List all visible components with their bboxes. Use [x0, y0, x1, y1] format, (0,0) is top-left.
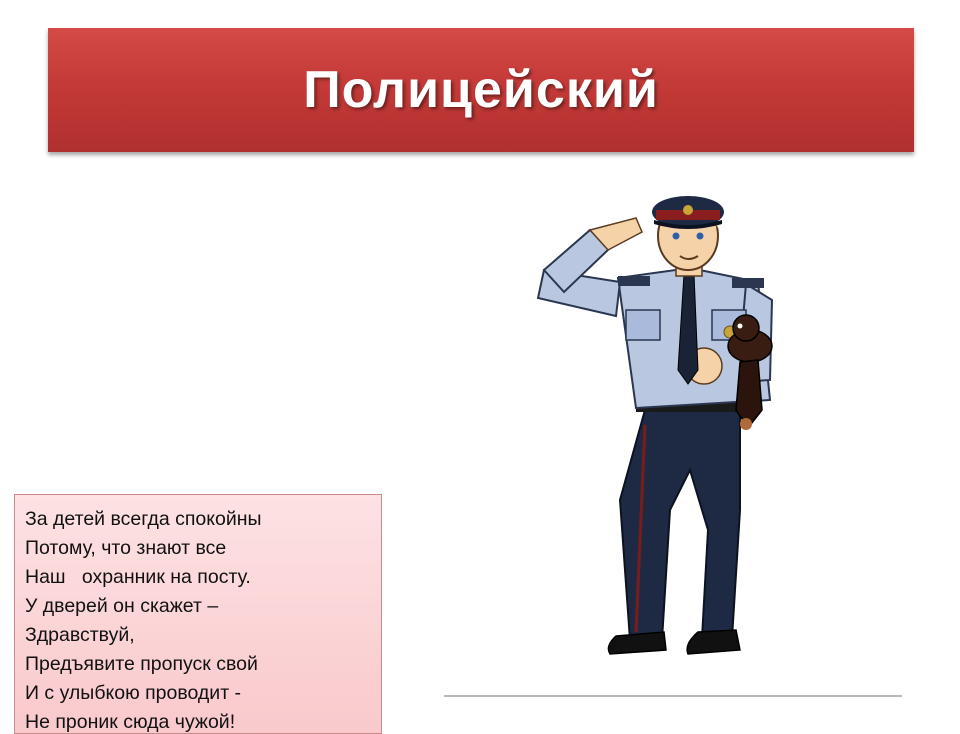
ground-line — [444, 695, 902, 697]
poem-line: У дверей он скажет – — [25, 595, 219, 617]
title-banner — [48, 28, 914, 152]
slide-title: Полицейский — [303, 61, 659, 119]
police-officer-illustration-icon — [440, 170, 900, 690]
poem-line: Здравствуй, — [25, 624, 135, 646]
poem-line: Потому, что знают все — [25, 537, 227, 559]
poem-line: И с улыбкою проводит - — [25, 682, 242, 704]
poem-line: Предъявите пропуск свой — [25, 653, 258, 675]
poem-line: Наш охранник на посту. — [25, 566, 251, 588]
poem-line: За детей всегда спокойны — [25, 508, 262, 530]
poem-line: Не проник сюда чужой! — [25, 711, 236, 733]
poem-text-box — [14, 494, 382, 734]
